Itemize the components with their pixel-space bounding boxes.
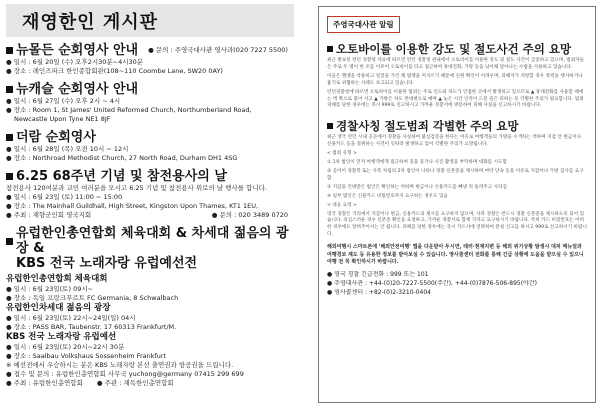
closing-paragraph: 해외여행시 스마트폰에 '해외안전여행' 앱을 다운받아 두시면, 테러·천재지변 등 해외 위기상황 발생시 대처 매뉴얼과 여행경보 제도 등 유용한 정보를 받아보실 수 있습니다. 영사콜센터 전화를 통해 긴급 상황에 도움을 받으실 수 있으니 여행 전 꼭 확인하시기 바랍니다. bbox=[327, 244, 584, 265]
sport-event-title: 유럽한인총연합회 체육대회 bbox=[6, 274, 108, 284]
square-bullet-icon bbox=[6, 173, 13, 180]
organizer-row bbox=[6, 379, 294, 388]
notice-host-row bbox=[6, 211, 294, 220]
body-paragraph: ④ 일부 범인은 신용카드 비밀번호까지 요구하는 경우도 있음 bbox=[327, 193, 448, 199]
notice-korean-war-anniversary bbox=[6, 169, 294, 220]
embassy-notice-tag: 주영국대사관 알림 bbox=[327, 16, 400, 33]
kbs-event-date: ● 일시 : 6월 23일(토) 20시~22시 30분 bbox=[6, 343, 125, 351]
sport-event-date: ● 일시 : 6월 23일(토) 09시~ bbox=[6, 285, 94, 293]
notice-date: ● 일시 : 6월 27일 (수) 오후 2시 ~ 4시 bbox=[6, 97, 121, 105]
motorbike-crime-title: 오토바이를 이용한 강도 및 절도사건 주의 요망 bbox=[327, 42, 587, 56]
notice-inquiry: ● 문의 : 주영국대사관 영사과(020 7227 5500) bbox=[148, 46, 288, 54]
event-sponsor: ● 주관 : 재독한인총연합회 bbox=[96, 379, 174, 387]
body-paragraph: ③ 지갑을 건네받은 범인은 확인하는 척하며 현금이나 신용카드를 빼낸 뒤 돌려주고 사라짐 bbox=[327, 184, 507, 190]
notice-place: ● 장소 : 레인즈파크 한인종합회관(108~110 Coombe Lane, SW20 0AY) bbox=[6, 67, 223, 75]
contact-embassy: ● 주영대사관 : +44-(0)20-7227-5500(주간), +44-(0)7876-506-895(야간) bbox=[327, 279, 537, 287]
notice-title: 더람 순회영사 bbox=[6, 130, 294, 145]
square-bullet-icon bbox=[6, 47, 13, 54]
notice-european-events bbox=[6, 226, 294, 388]
body-paragraph: 영국 경찰은 거리에서 지갑이나 현금, 신용카드의 제시를 요구하지 않으며, 사복 경찰은 반드시 경찰 신분증을 제시하도록 되어 있습니다. 의심스러운 경우 신분증 확인을 요청하고, 가까운 경찰서로 함께 가자고 요구하시기 바랍니다. 특히 카드 비밀번호는 어떠한 경우에도 알려주어서는 안 됩니다. 피해를 당한 경우에는 즉시 카드사에 연락하여 분실 신고를 하시고 999로 신고하시기 바랍니다. bbox=[327, 211, 587, 238]
notice-title: 뉴몰든 순회영사 안내 ● 문의 : 주영국대사관 영사과(020 7227 5500) bbox=[6, 43, 294, 58]
youth-event-title: 유럽한인차세대 젊음의 광장 bbox=[6, 303, 111, 313]
column-gutter bbox=[300, 0, 318, 405]
notice-date: ● 일시 : 6월 28일 (목) 오전 10시 ~ 12시 bbox=[6, 145, 129, 153]
motorbike-crime-body bbox=[327, 58, 587, 110]
notice-title: 유럽한인총연합회 체육대회 & 차세대 젊음의 광장 & bbox=[6, 226, 294, 256]
embassy-notice-panel bbox=[318, 6, 596, 403]
youth-event-date: ● 일시 : 6월 23일(토) 22시~24일(일) 04시 bbox=[6, 314, 136, 322]
notice-title-cont: KBS 전국 노래자랑 유럽예선전 bbox=[16, 256, 198, 271]
notice-place: ● 장소 : Room 1, St James' United Reformed Church, Northumberland Road, bbox=[6, 106, 252, 114]
body-paragraph: 최근 영국 런던 시내 곳곳에서 경찰을 사칭하여 불심검문을 한다는 이유로 여행객들의 가방을 수색하는 척하며 지갑 안 현금이나 신용카드 등을 절취하는 사건이 잇따라 발생하고 있어 각별한 주의가 요망됩니다. bbox=[327, 135, 582, 148]
youth-event-place: ● 장소 : PASS BAR, Taubenstr. 17 60313 Frankfurt/M. bbox=[6, 323, 177, 331]
notice-place: ● 장소 : Northroad Methodist Church, 27 North Road, Durham DH1 4SG bbox=[6, 154, 238, 162]
fake-police-body bbox=[327, 135, 587, 239]
contact-call-center: ● 영사콜센터 : +82-(0)2-3210-0404 bbox=[327, 288, 431, 296]
body-paragraph: 런던경찰청에 따르면 오토바이를 이용한 범죄는 주로 인도와 차도가 인접한 곳에서 발생하고 있으므로 ▲ 휴대전화를 사용할 때에는 벽 쪽으로 붙어 서고 ▲ 가방은 차도 반대편으로 메며 ▲ 늦은 시간 인적이 드문 길은 피하는 등 각별한 주의가 필요합니다. 범죄 피해를 당한 경우에는 즉시 999로 신고하시고 가까운 경찰서에 방문하여 피해 사실을 신고하시기 바랍니다. bbox=[327, 89, 584, 109]
square-bullet-icon bbox=[6, 238, 13, 245]
square-bullet-icon bbox=[327, 123, 333, 129]
notice-new-malden bbox=[6, 43, 294, 76]
square-bullet-icon bbox=[6, 86, 13, 93]
notice-title: 뉴캐슬 순회영사 안내 bbox=[6, 82, 294, 97]
notice-host: ● 주최 : 재향군인회 영국지회 bbox=[6, 211, 92, 219]
body-paragraph: 최근 발표된 런던 경찰청 자료에 따르면 런던 경찰청 관내에서 오토바이를 이용한 강도 및 절도 사건이 급증하고 있으며, 범죄자들은 주로 두 명이 한 조를 이루어 오토바이를 타고 접근하여 휴대전화, 가방 등을 낚아채 달아나는 수법을 사용하고 있습니다. bbox=[327, 58, 585, 70]
notice-place: ● 장소 : The Mainhall Guildhall, High Street, Kingston Upon Thames, KT1 1EU, bbox=[6, 202, 259, 210]
notice-title: 6.25 68주년 기념 및 참전용사의 날 bbox=[6, 169, 294, 184]
body-paragraph: 이들은 헬멧을 착용하고 얼굴을 가린 채 범행을 저지르기 때문에 신원 확인이 어려우며, 피해자가 저항할 경우 폭력을 행사하거나 흉기로 위협하는 사례도 보고되고 있습니다. bbox=[327, 73, 583, 86]
body-subheading: < 범죄 유형 > bbox=[327, 151, 357, 157]
notice-place-cont: Newcastle Upon Tyne NE1 8JF bbox=[14, 115, 111, 123]
kbs-event-note: ※ 예선전에서 우승하시는 분은 KBS 노래자랑 본선 출연권과 항공권을 드립니다. bbox=[6, 361, 234, 369]
body-paragraph: ② 곧이어 경찰복 또는 사복 차림의 2차 범인이 나타나 경찰 신분증을 제시하며 마약 단속 등을 이유로 지갑이나 가방 검사를 요구함 bbox=[327, 168, 584, 181]
body-subheading: < 대응 요령 > bbox=[327, 202, 357, 208]
square-bullet-icon bbox=[6, 134, 13, 141]
contact-list bbox=[327, 271, 587, 297]
kbs-event-title: KBS 전국 노래자랑 유럽예선 bbox=[6, 332, 117, 342]
board-title: 재영한인 게시판 bbox=[22, 11, 158, 33]
square-bullet-icon bbox=[327, 46, 333, 52]
notice-date: ● 일시 : 6월 20일 (수) 오후2시30분~4시30분 bbox=[6, 58, 144, 66]
board-header bbox=[6, 4, 294, 37]
notice-durham bbox=[6, 130, 294, 163]
sport-event-place: ● 장소 : 독일 프랑크푸르트 FC Germania, 8 Schwalbach bbox=[6, 294, 179, 302]
kbs-event-apply: ● 접수 및 문의 : 유럽한인총연합회 사무국 yuchong@germany 07415 299 699 bbox=[6, 370, 244, 378]
event-organizer: ● 주최 : 유럽한인총연합회 bbox=[6, 379, 83, 387]
notice-date: ● 일시 : 6월 23일 (토) 11:00 ~ 15:00 bbox=[6, 193, 123, 201]
notice-newcastle bbox=[6, 82, 294, 124]
body-paragraph: ① 1차 범인이 먼저 여행객에게 접근하여 길을 묻거나 사진 촬영을 부탁하며 대화를 시도함 bbox=[327, 160, 507, 166]
contact-police: ● 영국 경찰 긴급전화 : 999 또는 101 bbox=[327, 271, 429, 279]
kbs-event-place: ● 장소 : Saalbau Volkshaus Sossenheim Frankfurt bbox=[6, 352, 167, 360]
fake-police-title: 경찰사칭 절도범죄 각별한 주의 요망 bbox=[327, 119, 587, 133]
notice-inquiry: ● 문의 : 020 3489 0720 bbox=[211, 211, 288, 219]
notice-desc: 참전용사 120여분과 교민 여러분을 모시고 6.25 기념 및 참전용사 위로의 날 행사를 합니다. bbox=[6, 184, 267, 192]
